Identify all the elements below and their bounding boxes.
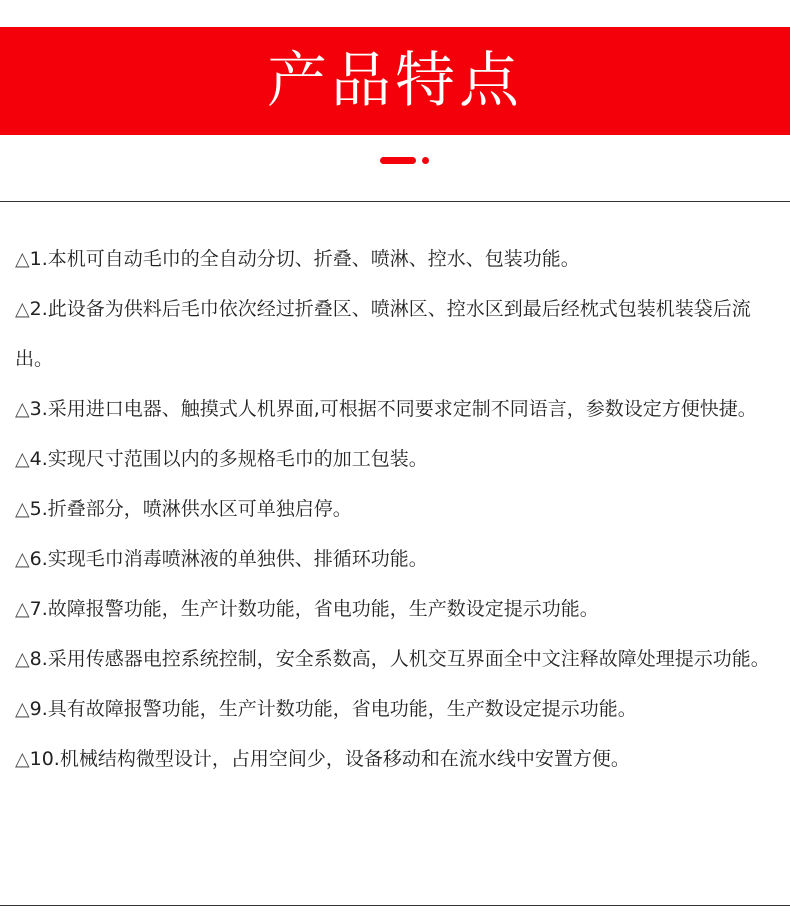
feature-text: 4.实现尺寸范围以内的多规格毛巾的加工包装。 (29, 448, 428, 470)
triangle-icon: △ (15, 498, 30, 520)
triangle-icon: △ (15, 298, 30, 320)
triangle-icon: △ (15, 248, 30, 270)
feature-text: 10.机械结构微型设计，占用空间少，设备移动和在流水线中安置方便。 (29, 748, 630, 770)
feature-item-3 (15, 384, 785, 434)
feature-text: 8.采用传感器电控系统控制，安全系数高，人机交互界面全中文注释故障处理提示功能。 (29, 648, 770, 670)
triangle-icon: △ (15, 698, 30, 720)
feature-text: 1.本机可自动毛巾的全自动分切、折叠、喷淋、控水、包装功能。 (29, 248, 580, 270)
triangle-icon: △ (15, 748, 30, 770)
decorative-dot (422, 157, 429, 164)
feature-text: 6.实现毛巾消毒喷淋液的单独供、排循环功能。 (29, 548, 428, 570)
feature-text: 7.故障报警功能，生产计数功能，省电功能，生产数设定提示功能。 (29, 598, 599, 620)
bottom-divider (0, 905, 790, 906)
feature-item-2 (15, 284, 785, 384)
triangle-icon: △ (15, 648, 30, 670)
feature-item-10 (15, 734, 785, 784)
triangle-icon: △ (15, 398, 30, 420)
feature-item-1 (15, 234, 785, 284)
feature-item-6 (15, 534, 785, 584)
triangle-icon: △ (15, 548, 30, 570)
feature-list (15, 234, 785, 784)
feature-item-7 (15, 584, 785, 634)
title-banner (0, 27, 790, 135)
triangle-icon: △ (15, 448, 30, 470)
feature-text: 5.折叠部分，喷淋供水区可单独启停。 (29, 498, 352, 520)
page-title: 产品特点 (267, 46, 523, 116)
feature-text: 3.采用进口电器、触摸式人机界面,可根据不同要求定制不同语言，参数设定方便快捷。 (29, 398, 757, 420)
decorative-dash (380, 157, 416, 164)
feature-item-4 (15, 434, 785, 484)
feature-item-8 (15, 634, 785, 684)
triangle-icon: △ (15, 598, 30, 620)
feature-text: 9.具有故障报警功能，生产计数功能，省电功能，生产数设定提示功能。 (29, 698, 637, 720)
top-divider (0, 201, 790, 202)
feature-text: 2.此设备为供料后毛巾依次经过折叠区、喷淋区、控水区到最后经枕式包装机装袋后流出。 (15, 298, 751, 370)
feature-item-9 (15, 684, 785, 734)
feature-item-5 (15, 484, 785, 534)
